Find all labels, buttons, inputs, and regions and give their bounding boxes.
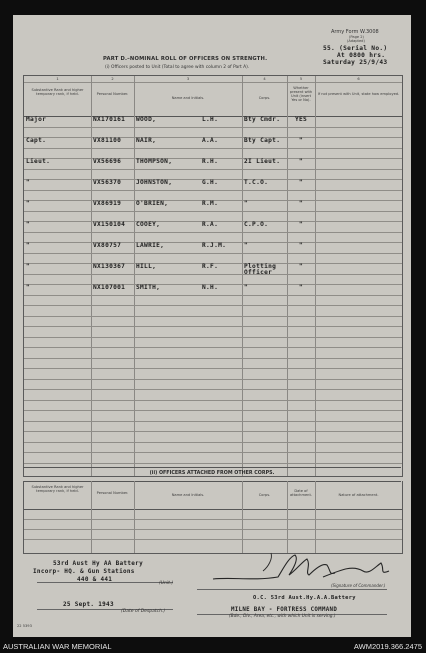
row-corps: Bty Capt. xyxy=(244,136,281,144)
row-rank: Major xyxy=(26,115,47,123)
row-initials: G.H. xyxy=(202,178,219,186)
header-name: Name and Initials. xyxy=(171,96,205,100)
attached-header-corps: Corps. xyxy=(258,493,271,497)
attached-section-bar xyxy=(23,467,401,482)
col-number-5: 5 xyxy=(299,77,303,81)
officers-on-strength-table xyxy=(23,75,403,477)
row-personal-number: VX56370 xyxy=(93,178,122,186)
row-present: YES xyxy=(294,115,308,123)
header-corps: Corps. xyxy=(258,96,271,100)
attached-header-nature: Nature of attachment. xyxy=(338,493,379,497)
row-corps: C.P.O. xyxy=(244,220,269,228)
header-present: Whether present with Unit (insert Yes or No). xyxy=(289,86,313,102)
row-initials: L.H. xyxy=(202,115,219,123)
unit-line-2: Incorp- HQ. & Gun Stations xyxy=(33,568,135,575)
unit-line-3: 440 & 441 xyxy=(77,576,113,583)
unit-label: (Unit.) xyxy=(159,581,174,586)
signature-label: (Signature of Commander.) xyxy=(331,583,386,588)
row-personal-number: VX56696 xyxy=(93,157,122,165)
army-form-label: Army Form W.3008 xyxy=(331,29,379,35)
col-number-4: 4 xyxy=(263,77,266,81)
row-initials: R.J.M. xyxy=(202,241,227,249)
row-initials: A.A. xyxy=(202,136,219,144)
row-present: " xyxy=(298,199,304,207)
row-corps: " xyxy=(244,283,249,291)
row-corps: Plotting Officer xyxy=(244,262,277,276)
row-rank: " xyxy=(26,178,31,186)
attached-header-name: Name and Initials. xyxy=(171,493,205,497)
row-present: " xyxy=(298,136,304,144)
despatch-date: 25 Sept. 1943 xyxy=(63,601,114,608)
row-personal-number: VX150104 xyxy=(93,220,126,228)
caption-left: AUSTRALIAN WAR MEMORIAL xyxy=(3,642,112,651)
row-rank: " xyxy=(26,199,31,207)
serial-number: 55. (Serial No.) xyxy=(323,45,388,52)
row-corps: 2I Lieut. xyxy=(244,157,281,165)
row-present: " xyxy=(298,283,304,291)
time-stamp: At 0800 hrs. xyxy=(337,52,386,59)
row-personal-number: NX130367 xyxy=(93,262,126,270)
attached-officers-table xyxy=(23,481,403,554)
row-corps: " xyxy=(244,241,249,249)
oc-line: O.C. 53rd Aust.Hy.A.A.Battery xyxy=(253,595,356,601)
header-rank: Substantive Rank and higher temporary rank, if held. xyxy=(31,88,84,96)
row-surname: LAWRIE, xyxy=(136,241,165,249)
row-surname: THOMPSON, xyxy=(136,157,173,165)
row-rank: Lieut. xyxy=(26,157,51,165)
row-present: " xyxy=(298,220,304,228)
row-personal-number: NX170161 xyxy=(93,115,126,123)
header-personal-number: Personal Number. xyxy=(96,92,129,96)
attached-header-date: Date of attachment. xyxy=(289,489,313,497)
row-personal-number: VX86919 xyxy=(93,199,122,207)
row-initials: N.H. xyxy=(202,283,219,291)
document-page xyxy=(13,15,411,637)
row-rank: " xyxy=(26,262,31,270)
row-surname: WOOD, xyxy=(136,115,157,123)
row-initials: R.H. xyxy=(202,157,219,165)
row-personal-number: NX107001 xyxy=(93,283,126,291)
page-label: (Page 2) xyxy=(349,35,364,39)
row-rank: " xyxy=(26,220,31,228)
header-employed: If not present with Unit, state how employed. xyxy=(317,92,400,96)
location-label: (Bde., Div., Area, etc., with which Unit is serving.) xyxy=(229,614,336,619)
row-rank: " xyxy=(26,283,31,291)
row-surname: NAIR, xyxy=(136,136,157,144)
row-personal-number: VX80757 xyxy=(93,241,122,249)
caption-bar xyxy=(0,640,426,653)
row-surname: SMITH, xyxy=(136,283,161,291)
col-number-1: 1 xyxy=(56,77,59,81)
row-surname: COOEY, xyxy=(136,220,161,228)
date-stamp: Saturday 25/9/43 xyxy=(323,59,388,66)
row-present: " xyxy=(298,178,304,186)
row-surname: JOHNSTON, xyxy=(136,178,173,186)
unit-line-1: 53rd Aust Hy AA Battery xyxy=(53,560,143,567)
row-present: " xyxy=(298,262,304,270)
col-number-3: 3 xyxy=(186,77,190,81)
row-surname: O'BRIEN, xyxy=(136,199,169,207)
caption-right: AWM2019.366.2475 xyxy=(353,642,422,651)
part-d-title: PART D.–NOMINAL ROLL OF OFFICERS ON STRENGTH. xyxy=(103,56,268,62)
row-initials: R.M. xyxy=(202,199,219,207)
row-initials: R.F. xyxy=(202,262,219,270)
col-number-6: 6 xyxy=(357,77,360,81)
row-corps: " xyxy=(244,199,249,207)
row-corps: T.C.O. xyxy=(244,178,269,186)
row-present: " xyxy=(298,157,304,165)
location-line: MILNE BAY - FORTRESS COMMAND xyxy=(231,607,338,613)
adapted-label: (Adapted) xyxy=(347,39,365,43)
row-personal-number: VX81100 xyxy=(93,136,122,144)
row-rank: Capt. xyxy=(26,136,47,144)
print-code: 22 5393 xyxy=(17,624,32,628)
attached-header-personal-number: Personal Number. xyxy=(96,491,129,495)
row-present: " xyxy=(298,241,304,249)
part-d-subtitle: (i) Officers posted to Unit (Total to agree with column 2 of Part A). xyxy=(105,65,250,70)
attached-header-rank: Substantive Rank and higher temporary rank, if held. xyxy=(31,485,84,493)
row-surname: HILL, xyxy=(136,262,157,270)
row-rank: " xyxy=(26,241,31,249)
despatch-date-label: (Date of Despatch.) xyxy=(121,609,166,614)
col-number-2: 2 xyxy=(111,77,114,81)
row-corps: Bty Cmdr. xyxy=(244,115,281,123)
attached-section-title: (ii) OFFICERS ATTACHED FROM OTHER CORPS. xyxy=(149,471,275,476)
row-initials: R.A. xyxy=(202,220,219,228)
